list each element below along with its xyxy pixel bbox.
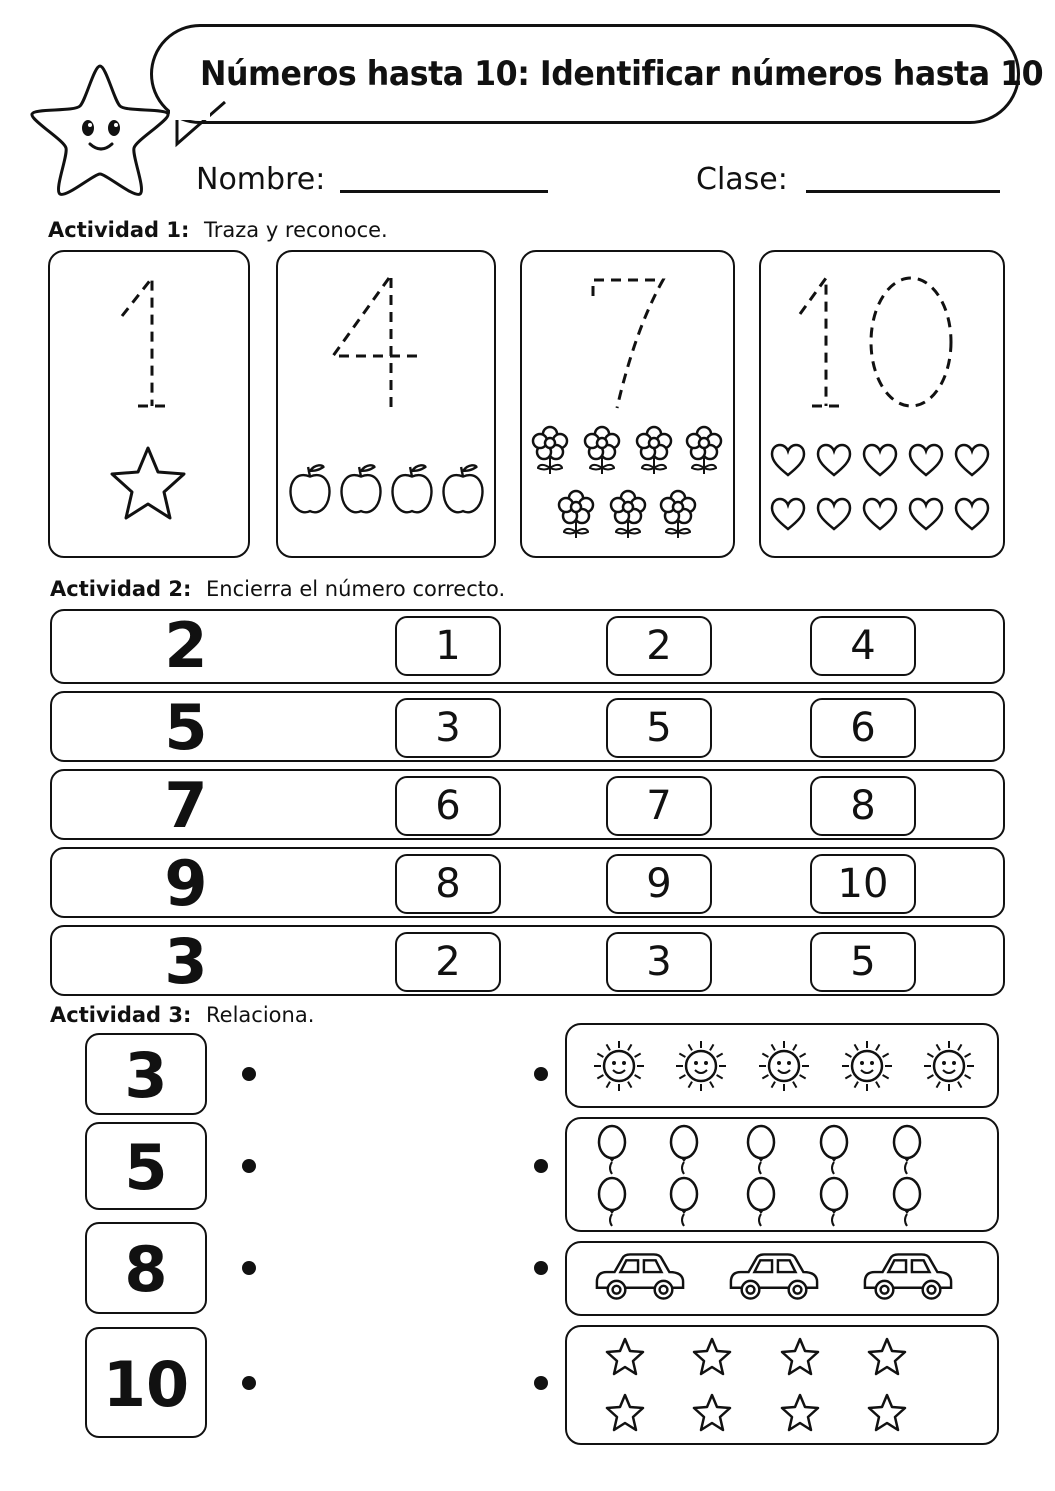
- match-number-box: 8: [85, 1222, 207, 1314]
- heart-icon: [816, 496, 852, 532]
- match-number-box: 3: [85, 1033, 207, 1115]
- match-dot[interactable]: [534, 1376, 548, 1390]
- target-number: 9: [164, 847, 208, 920]
- heart-icon: [862, 496, 898, 532]
- flower-icon: [608, 488, 648, 540]
- star-icon: [867, 1393, 907, 1433]
- name-label: Nombre:: [196, 162, 326, 197]
- car-icon: [593, 1250, 687, 1302]
- picture-group-box: [565, 1117, 999, 1232]
- apple-icon: [389, 462, 435, 518]
- match-dot[interactable]: [242, 1261, 256, 1275]
- answer-option[interactable]: 5: [606, 698, 712, 758]
- activity1-instruction: Traza y reconoce.: [204, 218, 388, 242]
- match-dot[interactable]: [534, 1261, 548, 1275]
- activity2-title: [50, 577, 505, 601]
- answer-option[interactable]: 6: [395, 776, 501, 836]
- balloon-icon: [668, 1176, 700, 1228]
- answer-option[interactable]: 8: [395, 854, 501, 914]
- star-icon: [605, 1337, 645, 1377]
- answer-option[interactable]: 1: [395, 616, 501, 676]
- activity1-label: Actividad 1:: [48, 218, 190, 242]
- sun-icon: [840, 1039, 894, 1093]
- balloon-icon: [596, 1176, 628, 1228]
- apple-icon: [287, 462, 333, 518]
- heart-icon: [816, 442, 852, 478]
- answer-option[interactable]: 7: [606, 776, 712, 836]
- match-dot[interactable]: [242, 1159, 256, 1173]
- balloon-icon: [891, 1176, 923, 1228]
- sun-icon: [592, 1039, 646, 1093]
- activity3-label: Actividad 3:: [50, 1003, 192, 1027]
- target-number: 2: [164, 609, 208, 682]
- star-icon: [867, 1337, 907, 1377]
- match-number-box: 10: [85, 1327, 207, 1438]
- balloon-icon: [818, 1176, 850, 1228]
- answer-option[interactable]: 5: [810, 932, 916, 992]
- apple-icon: [440, 462, 486, 518]
- sun-icon: [674, 1039, 728, 1093]
- target-number: 3: [164, 925, 208, 998]
- activity1-title: [48, 218, 388, 242]
- answer-option[interactable]: 4: [810, 616, 916, 676]
- activity3-title: [50, 1003, 314, 1027]
- page-title: Números hasta 10: Identificar números hasta 10: [200, 54, 1044, 94]
- bubble-joint: [170, 100, 210, 120]
- sun-icon: [757, 1039, 811, 1093]
- answer-option[interactable]: 2: [606, 616, 712, 676]
- name-field[interactable]: [340, 190, 548, 193]
- star-icon: [780, 1393, 820, 1433]
- car-icon: [727, 1250, 821, 1302]
- star-icon: [605, 1393, 645, 1433]
- balloon-icon: [596, 1124, 628, 1176]
- heart-icon: [954, 442, 990, 478]
- target-number: 5: [164, 691, 208, 764]
- heart-icon: [770, 442, 806, 478]
- trace-number-7[interactable]: [585, 270, 680, 415]
- star-icon: [692, 1393, 732, 1433]
- heart-icon: [770, 496, 806, 532]
- star-icon: [780, 1337, 820, 1377]
- match-dot[interactable]: [534, 1067, 548, 1081]
- answer-option[interactable]: 6: [810, 698, 916, 758]
- trace-number-10[interactable]: [790, 270, 970, 415]
- balloon-icon: [745, 1176, 777, 1228]
- match-dot[interactable]: [242, 1067, 256, 1081]
- sun-icon: [922, 1039, 976, 1093]
- answer-option[interactable]: 10: [810, 854, 916, 914]
- apple-icon: [338, 462, 384, 518]
- heart-icon: [862, 442, 898, 478]
- trace-number-4[interactable]: [325, 270, 435, 415]
- answer-option[interactable]: 9: [606, 854, 712, 914]
- star-icon: [108, 444, 188, 522]
- flower-icon: [530, 424, 570, 476]
- match-dot[interactable]: [242, 1376, 256, 1390]
- activity3-instruction: Relaciona.: [206, 1003, 315, 1027]
- balloon-icon: [668, 1124, 700, 1176]
- class-label: Clase:: [696, 162, 788, 197]
- target-number: 7: [164, 769, 208, 842]
- flower-icon: [556, 488, 596, 540]
- flower-icon: [582, 424, 622, 476]
- activity2-label: Actividad 2:: [50, 577, 192, 601]
- balloon-icon: [891, 1124, 923, 1176]
- flower-icon: [634, 424, 674, 476]
- heart-icon: [908, 496, 944, 532]
- balloon-icon: [745, 1124, 777, 1176]
- flower-icon: [658, 488, 698, 540]
- flower-icon: [684, 424, 724, 476]
- star-icon: [692, 1337, 732, 1377]
- balloon-icon: [818, 1124, 850, 1176]
- trace-number-1[interactable]: [110, 270, 190, 415]
- answer-option[interactable]: 8: [810, 776, 916, 836]
- car-icon: [861, 1250, 955, 1302]
- match-dot[interactable]: [534, 1159, 548, 1173]
- activity2-instruction: Encierra el número correcto.: [206, 577, 506, 601]
- answer-option[interactable]: 2: [395, 932, 501, 992]
- answer-option[interactable]: 3: [606, 932, 712, 992]
- class-field[interactable]: [806, 190, 1000, 193]
- match-number-box: 5: [85, 1122, 207, 1210]
- heart-icon: [954, 496, 990, 532]
- answer-option[interactable]: 3: [395, 698, 501, 758]
- heart-icon: [908, 442, 944, 478]
